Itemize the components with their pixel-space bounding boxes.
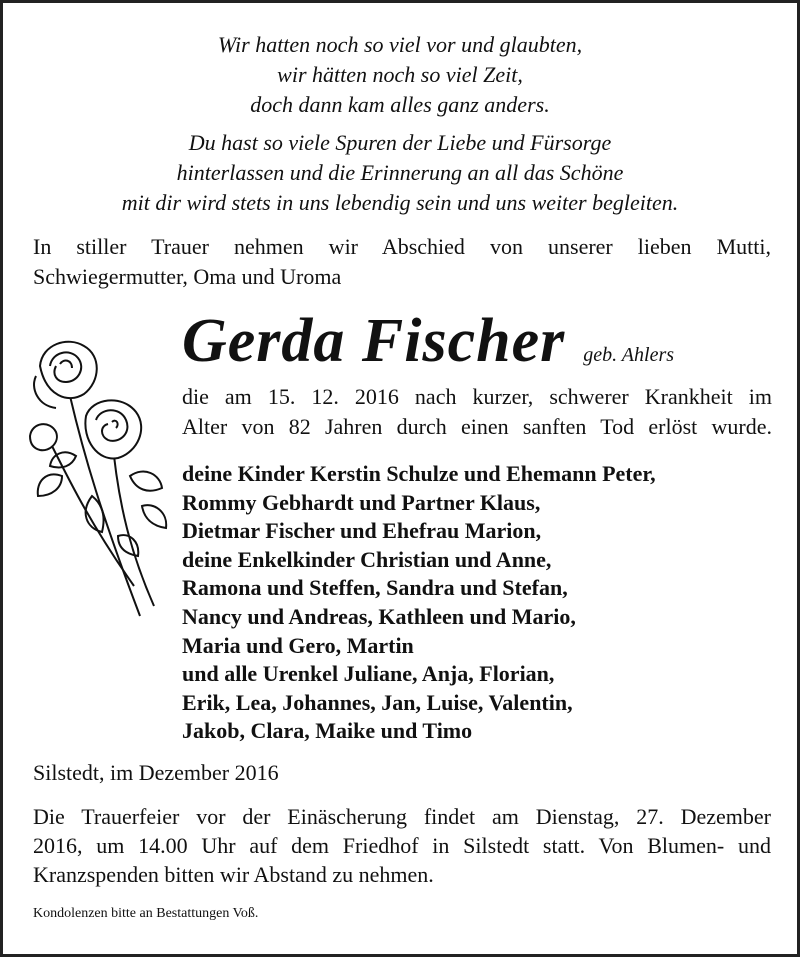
poem-line: Wir hatten noch so viel vor und glaubten, xyxy=(217,32,583,57)
mourners-line: Nancy und Andreas, Kathleen und Mario, xyxy=(182,603,576,629)
poem-line: hinterlassen und die Erinnerung an all das Schöne xyxy=(176,160,624,185)
death-line: Alter von 82 Jahren durch einen sanften Tod erlöst wurde. xyxy=(182,414,772,439)
intro-line: In stiller Trauer nehmen wir Abschied von unserer lieben Mutti, xyxy=(33,234,771,259)
intro-text xyxy=(33,232,771,292)
poem-line: mit dir wird stets in uns lebendig sein und uns weiter begleiten. xyxy=(121,190,679,215)
mourners-line: Rommy Gebhardt und Partner Klaus, xyxy=(182,489,541,515)
poem-stanza-2 xyxy=(0,128,800,218)
mourners-line: Erik, Lea, Johannes, Jan, Luise, Valentin, xyxy=(182,689,573,715)
condolence-note: Kondolenzen bitte an Bestattungen Voß. xyxy=(33,906,259,921)
deceased-name: Gerda Fischer xyxy=(182,307,566,375)
poem-line: doch dann kam alles ganz anders. xyxy=(250,92,550,117)
mourners-line: Jakob, Clara, Maike und Timo xyxy=(182,718,473,744)
mourners-line: Ramona und Steffen, Sandra und Stefan, xyxy=(182,575,568,601)
mourners-line: deine Enkelkinder Christian und Anne, xyxy=(182,546,552,572)
service-line: 2016, um 14.00 Uhr auf dem Friedhof in Silstedt statt. Von Blumen- und xyxy=(33,833,771,858)
intro-line: Schwiegermutter, Oma und Uroma xyxy=(33,264,342,289)
mourners-list xyxy=(182,460,656,746)
mourners-line: und alle Urenkel Juliane, Anja, Florian, xyxy=(182,661,555,687)
roses-icon xyxy=(22,336,172,626)
poem-line: wir hätten noch so viel Zeit, xyxy=(277,62,523,87)
poem-line: Du hast so viele Spuren der Liebe und Fürsorge xyxy=(188,130,612,155)
deceased-heading xyxy=(182,306,674,377)
place-date: Silstedt, im Dezember 2016 xyxy=(33,760,279,785)
mourners-line: Maria und Gero, Martin xyxy=(182,632,414,658)
death-notice xyxy=(182,382,772,442)
service-line: Kranzspenden bitten wir Abstand zu nehmen. xyxy=(33,862,434,887)
funeral-service-info xyxy=(33,802,771,889)
maiden-name: geb. Ahlers xyxy=(583,344,675,366)
mourners-line: deine Kinder Kerstin Schulze und Ehemann Peter, xyxy=(182,461,656,486)
death-line: die am 15. 12. 2016 nach kurzer, schwerer Krankheit im xyxy=(182,384,772,409)
mourners-line: Dietmar Fischer und Ehefrau Marion, xyxy=(182,518,542,544)
service-line: Die Trauerfeier vor der Einäscherung findet am Dienstag, 27. Dezember xyxy=(33,804,771,829)
poem-stanza-1 xyxy=(0,30,800,120)
